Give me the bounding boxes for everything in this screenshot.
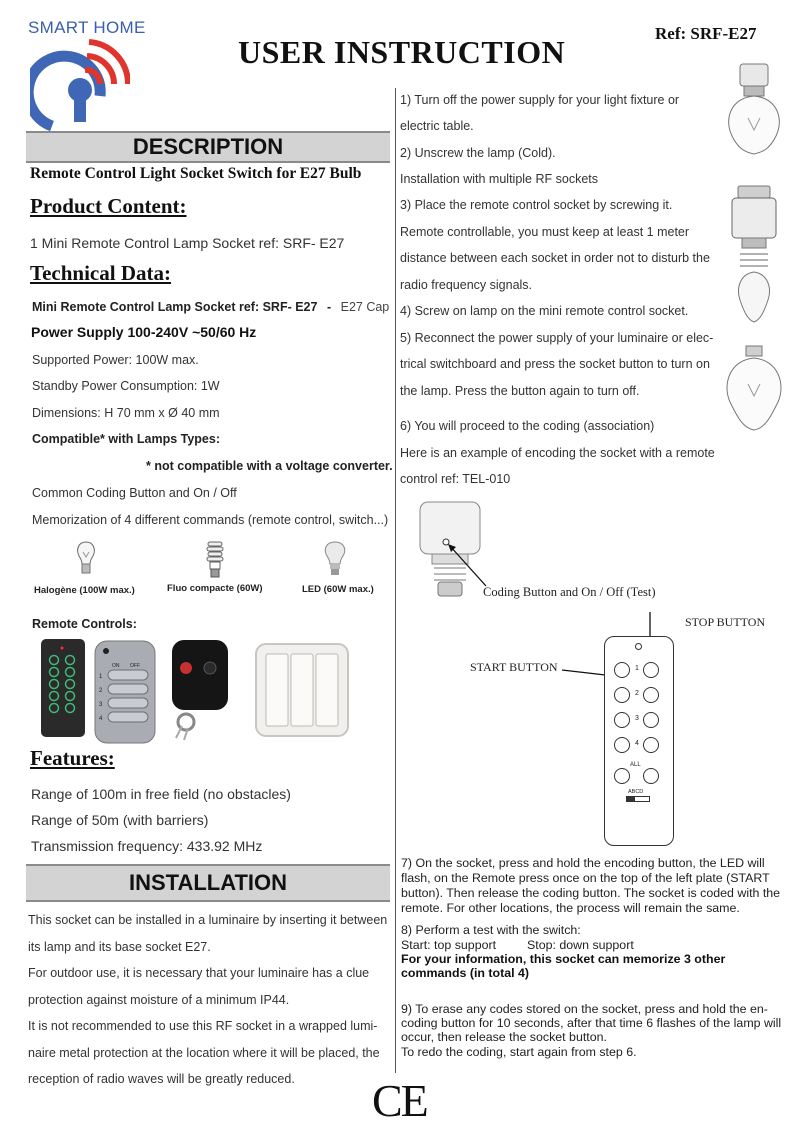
- led-label: LED (60W max.): [302, 584, 374, 595]
- remote-key-number: 1: [635, 665, 639, 672]
- step-line: electric table.: [400, 119, 474, 133]
- svg-text:4: 4: [99, 716, 103, 722]
- features-heading: Features:: [30, 746, 115, 770]
- led-bulb-icon: [322, 540, 348, 576]
- model-line: [32, 300, 389, 314]
- remote-key[interactable]: [643, 712, 659, 728]
- fluo-bulb-icon: [202, 540, 228, 580]
- installation-line: its lamp and its base socket E27.: [28, 940, 211, 954]
- model-cap: E27 Cap: [340, 300, 390, 314]
- step9-text: 9) To erase any codes stored on the socket, press and hold the en-coding button for 10 seconds, after that time 6 flashes of the lamp will occur, then release the socket button.: [401, 1002, 782, 1044]
- svg-text:ON: ON: [112, 663, 120, 669]
- installation-line: reception of radio waves will be greatly reduced.: [28, 1072, 295, 1086]
- remote-keypad: [614, 662, 674, 812]
- step-line: trical switchboard and press the socket button to turn on: [400, 357, 710, 371]
- ce-mark: CE: [372, 1075, 427, 1126]
- installation-line: For outdoor use, it is necessary that your luminaire has a clue: [28, 966, 370, 980]
- remote-slider[interactable]: [626, 796, 650, 802]
- product-content-text: 1 Mini Remote Control Lamp Socket ref: SRF- E27: [30, 235, 345, 251]
- installation-line: naire metal protection at the location where it will be placed, the: [28, 1046, 380, 1060]
- step-line: 5) Reconnect the power supply of your luminaire or elec-: [400, 331, 714, 345]
- step9-redo: To redo the coding, start again from step 6.: [401, 1045, 637, 1059]
- reference: Ref: SRF-E27: [655, 24, 757, 43]
- description-heading: DESCRIPTION: [26, 131, 390, 163]
- coding-arrow: [440, 538, 490, 588]
- stop-button-label: STOP BUTTON: [685, 615, 766, 629]
- step8-title: 8) Perform a test with the switch:: [401, 923, 581, 937]
- remote-key[interactable]: [614, 768, 630, 784]
- dimensions: Dimensions: H 70 mm x Ø 40 mm: [32, 406, 220, 420]
- remote-key[interactable]: [643, 737, 659, 753]
- installation-line: It is not recommended to use this RF socket in a wrapped lumi-: [28, 1019, 378, 1033]
- halogen-label: Halogène (100W max.): [34, 585, 135, 596]
- coding-button-text: Common Coding Button and On / Off: [32, 486, 237, 500]
- remote-key-number: 4: [635, 740, 639, 747]
- remote-key[interactable]: [614, 662, 630, 678]
- step6-line: control ref: TEL-010: [400, 472, 511, 486]
- remote-led-icon: [635, 643, 642, 650]
- remote-key[interactable]: [643, 662, 659, 678]
- step-line: 3) Place the remote control socket by screwing it.: [400, 198, 673, 212]
- supported-power: Supported Power: 100W max.: [32, 353, 199, 367]
- remote-key[interactable]: [614, 737, 630, 753]
- remote-key[interactable]: [614, 687, 630, 703]
- remote-black-icon: [40, 638, 86, 738]
- halogen-bulb-icon: [74, 540, 98, 576]
- remote-key[interactable]: [614, 712, 630, 728]
- column-divider: [395, 88, 396, 1073]
- memorization-text: Memorization of 4 different commands (remote control, switch...): [32, 513, 389, 527]
- step-line: Remote controllable, you must keep at least 1 meter: [400, 225, 690, 239]
- svg-text:2: 2: [99, 688, 103, 694]
- installation-heading: INSTALLATION: [26, 864, 390, 902]
- feature-item: Transmission frequency: 433.92 MHz: [31, 838, 263, 854]
- svg-text:1: 1: [99, 674, 103, 680]
- step6-line: Here is an example of encoding the socket with a remote: [400, 446, 715, 460]
- page-title: USER INSTRUCTION: [238, 34, 566, 70]
- step-line: distance between each socket in order not to disturb the: [400, 251, 710, 265]
- step6-line: 6) You will proceed to the coding (association): [400, 419, 655, 433]
- step-line: 1) Turn off the power supply for your light fixture or: [400, 93, 680, 107]
- remote-key[interactable]: [643, 687, 659, 703]
- installation-line: protection against moisture of a minimum IP44.: [28, 993, 290, 1007]
- coding-button-label: Coding Button and On / Off (Test): [483, 585, 656, 599]
- lamp-socket-illustration: [718, 58, 790, 438]
- svg-text:3: 3: [99, 702, 103, 708]
- not-compatible-note: * not compatible with a voltage converter.: [146, 459, 393, 473]
- remote-key-number: 3: [635, 715, 639, 722]
- smart-home-logo: [30, 38, 130, 134]
- technical-data-heading: Technical Data:: [30, 261, 171, 285]
- brand-name: SMART HOME: [28, 18, 146, 37]
- step-line: the lamp. Press the button again to turn off.: [400, 384, 640, 398]
- feature-item: Range of 50m (with barriers): [31, 812, 209, 828]
- fluo-label: Fluo compacte (60W): [167, 583, 263, 594]
- start-button-label: START BUTTON: [470, 660, 558, 674]
- step8-note: For your information, this socket can memorize 3 other commands (in total 4): [401, 952, 726, 980]
- step-line: radio frequency signals.: [400, 278, 533, 292]
- remote-grey-icon: [94, 640, 156, 744]
- step-line: 4) Screw on lamp on the mini remote control socket.: [400, 304, 689, 318]
- step8-start: Start: top support: [401, 938, 497, 952]
- feature-item: Range of 100m in free field (no obstacles): [31, 786, 291, 802]
- keyfob-icon: [170, 638, 232, 742]
- remote-abcd-label: ABCD: [628, 789, 644, 795]
- standby-power: Standby Power Consumption: 1W: [32, 379, 220, 393]
- step-line: 2) Unscrew the lamp (Cold).: [400, 146, 556, 160]
- remote-controls-heading: Remote Controls:: [32, 617, 137, 631]
- product-content-heading: Product Content:: [30, 194, 187, 218]
- model-bold: Mini Remote Control Lamp Socket ref: SRF- E27: [32, 300, 318, 314]
- step7-text: 7) On the socket, press and hold the encoding button, the LED will flash, on the Remote press once on the top of the left plate (START button). Then release the coding button. The socket is coded with the remote. For other locations, the process will remain the same.: [401, 856, 781, 915]
- compatible-heading: Compatible* with Lamps Types:: [32, 432, 220, 446]
- description-subtitle: Remote Control Light Socket Switch for E27 Bulb: [30, 165, 362, 182]
- svg-text:OFF: OFF: [130, 663, 140, 669]
- wall-switch-icon: [254, 642, 350, 738]
- remote-all-label: ALL: [630, 762, 641, 768]
- model-dash: -: [326, 300, 332, 314]
- step8-stop: Stop: down support: [527, 938, 634, 952]
- step-line: Installation with multiple RF sockets: [400, 172, 598, 186]
- remote-key[interactable]: [643, 768, 659, 784]
- remote-key-number: 2: [635, 690, 639, 697]
- power-supply: Power Supply 100-240V ~50/60 Hz: [31, 324, 257, 340]
- installation-line: This socket can be installed in a luminaire by inserting it between: [28, 913, 388, 927]
